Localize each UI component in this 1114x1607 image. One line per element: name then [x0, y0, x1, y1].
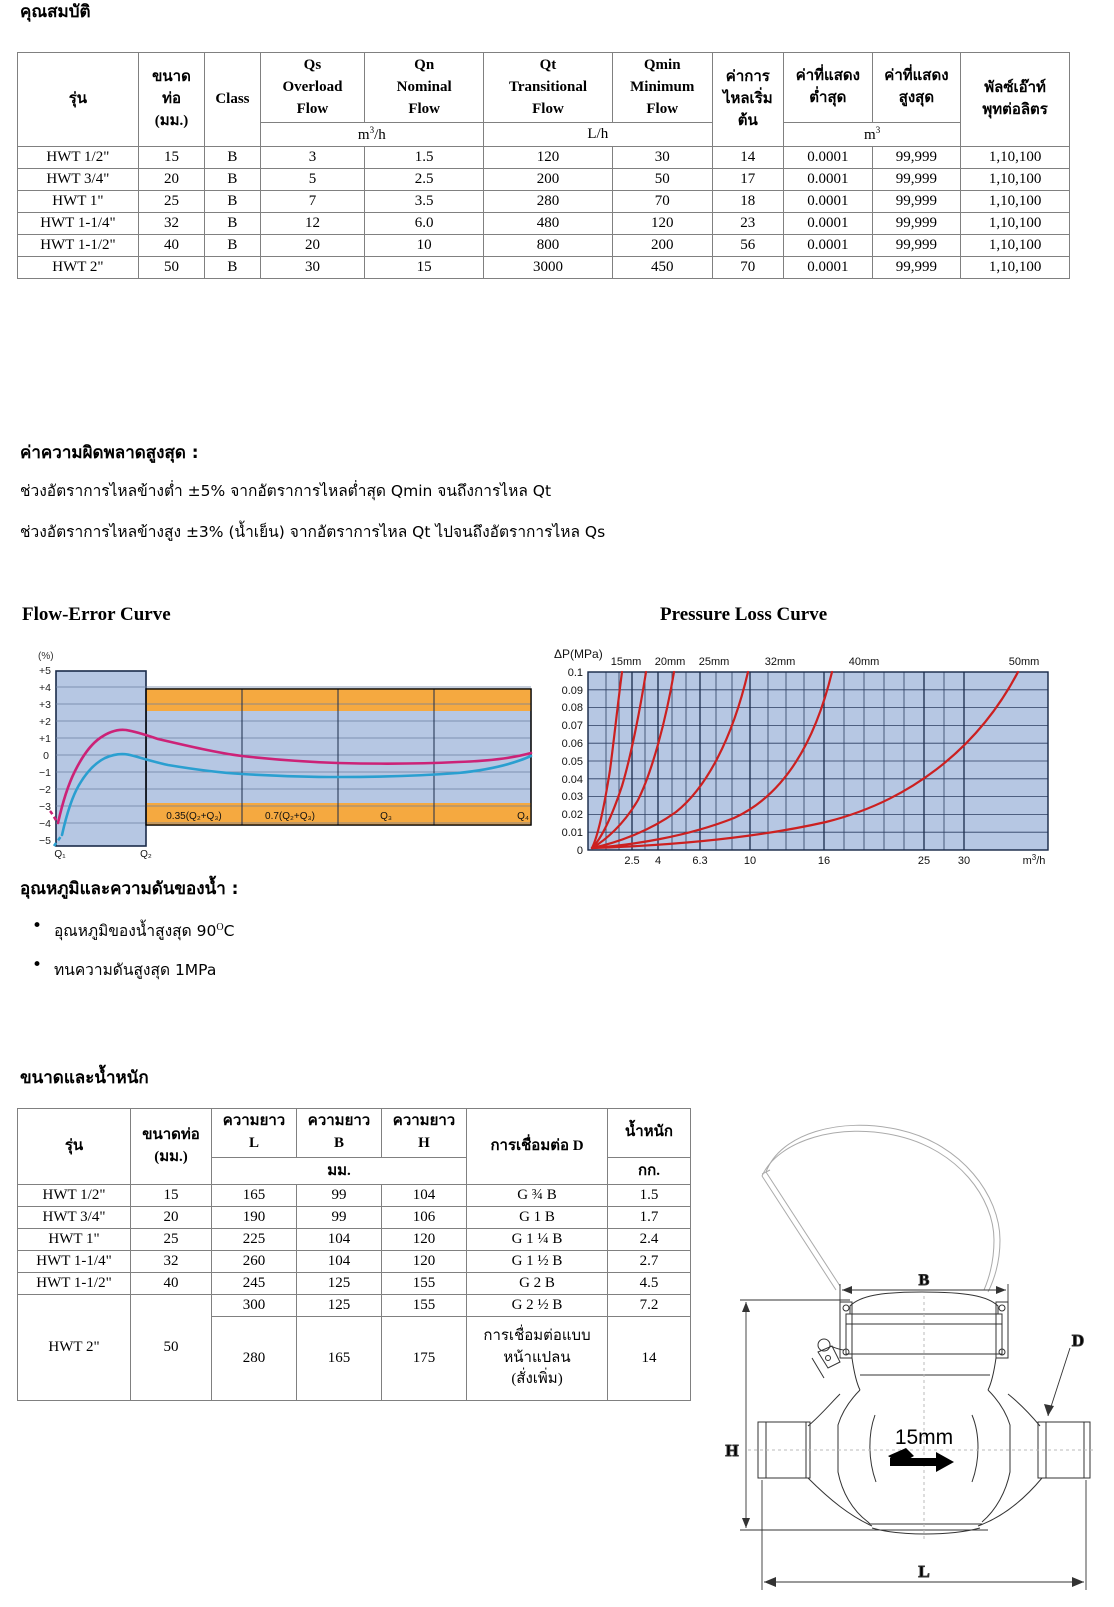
list-item — [20, 918, 440, 943]
cell-class: B — [205, 169, 260, 191]
cell-max-read: 99,999 — [872, 257, 961, 279]
dim-col-length-l: ความยาว L — [212, 1109, 297, 1158]
pressure-loss-xlabel: $m^3/h$ — [1022, 853, 1046, 867]
cell-class: B — [205, 191, 260, 213]
xtick-q3: Q₃ — [380, 811, 392, 822]
cell-pipe: 25 — [138, 191, 204, 213]
cell-start: 17 — [712, 169, 783, 191]
svg-text:0.02: 0.02 — [561, 809, 583, 821]
cell-connection: G 1 B — [467, 1207, 608, 1229]
cell-model: HWT 1/2" — [18, 147, 139, 169]
cell-connection: G 2 B — [467, 1273, 608, 1295]
cell-length-h: 155 — [382, 1295, 467, 1317]
dim-col-length-b: ความยาว B — [297, 1109, 382, 1158]
series-label-40mm: 40mm — [848, 656, 880, 668]
spec-col-pipe-size: ขนาด ท่อ (มม.) — [138, 53, 204, 147]
dim-col-length-h: ความยาว H — [382, 1109, 467, 1158]
cell-qs: 20 — [260, 235, 365, 257]
cell-length-h: 155 — [382, 1273, 467, 1295]
svg-text:0.06: 0.06 — [561, 738, 583, 750]
cell-qn: 3.5 — [365, 191, 484, 213]
cell-qmin: 30 — [612, 147, 712, 169]
cell-min-read: 0.0001 — [784, 169, 873, 191]
cell-weight: 14 — [608, 1317, 691, 1401]
cell-model: HWT 1" — [18, 191, 139, 213]
spec-col-max-reading: ค่าที่แสดง สูงสุด — [872, 53, 961, 123]
cell-qt: 280 — [484, 191, 613, 213]
water-meter-svg — [700, 1100, 1100, 1581]
cell-qmin: 450 — [612, 257, 712, 279]
xtick-07: 0.7(Q₂+Q₃) — [265, 811, 315, 822]
cell-length-b: 99 — [297, 1185, 382, 1207]
dimension-label-l: L — [918, 1562, 930, 1581]
unit-lh: L/h — [484, 123, 713, 147]
table-row — [18, 169, 1070, 191]
svg-text:+2: +2 — [39, 716, 51, 728]
temp-pressure-heading: อุณหภูมิและความดันของน้ำ : — [20, 879, 239, 899]
table-row — [18, 1273, 691, 1295]
cell-pipe: 15 — [131, 1185, 212, 1207]
svg-text:25: 25 — [917, 855, 931, 867]
flow-error-yticks — [39, 665, 51, 847]
cell-pipe: 32 — [138, 213, 204, 235]
cell-class: B — [205, 147, 260, 169]
cell-max-read: 99,999 — [872, 169, 961, 191]
cell-qn: 15 — [365, 257, 484, 279]
cell-min-read: 0.0001 — [784, 235, 873, 257]
spec-col-min-reading: ค่าที่แสดง ต่ำสุด — [784, 53, 873, 123]
table-row — [18, 1295, 691, 1317]
cell-start: 56 — [712, 235, 783, 257]
cell-pipe: 15 — [138, 147, 204, 169]
cell-pulse: 1,10,100 — [961, 169, 1070, 191]
cell-length-l: 260 — [212, 1251, 297, 1273]
cell-start: 14 — [712, 147, 783, 169]
series-label-32mm: 32mm — [764, 656, 796, 668]
svg-text:0: 0 — [43, 750, 49, 762]
cell-pipe: 25 — [131, 1229, 212, 1251]
cell-class: B — [205, 213, 260, 235]
cell-length-l: 190 — [212, 1207, 297, 1229]
spec-table-wrap — [17, 52, 1070, 279]
cell-model: HWT 1-1/4" — [18, 1251, 131, 1273]
cell-pulse: 1,10,100 — [961, 235, 1070, 257]
cell-qt: 3000 — [484, 257, 613, 279]
cell-length-b: 125 — [297, 1295, 382, 1317]
svg-text:+3: +3 — [39, 699, 51, 711]
cell-qs: 5 — [260, 169, 365, 191]
cell-min-read: 0.0001 — [784, 257, 873, 279]
svg-text:0.05: 0.05 — [561, 756, 583, 768]
dim-table-body — [18, 1185, 691, 1401]
cell-length-b: 125 — [297, 1273, 382, 1295]
spec-col-qt: Qt Transitional Flow — [484, 53, 613, 123]
svg-text:6.3: 6.3 — [692, 855, 708, 867]
dim-col-pipe-size: ขนาดท่อ (มม.) — [131, 1109, 212, 1185]
cell-length-b: 104 — [297, 1251, 382, 1273]
svg-text:−3: −3 — [39, 801, 51, 813]
cell-connection: G 1 ½ B — [467, 1251, 608, 1273]
svg-text:0.03: 0.03 — [561, 791, 583, 803]
table-row — [18, 257, 1070, 279]
svg-text:+1: +1 — [39, 733, 51, 745]
meter-register-housing — [840, 1292, 1008, 1358]
flow-error-ylabel: (%) — [38, 651, 54, 662]
table-row — [18, 1229, 691, 1251]
svg-text:−2: −2 — [39, 784, 51, 796]
cell-length-b: 99 — [297, 1207, 382, 1229]
spec-table — [17, 52, 1070, 279]
spec-section-heading: คุณสมบัติ — [20, 2, 91, 22]
cell-length-l: 245 — [212, 1273, 297, 1295]
pressure-loss-ylabel: ΔP(MPa) — [554, 647, 603, 661]
spec-col-start-flow: ค่าการ ไหลเริ่ม ต้น — [712, 53, 783, 147]
dim-header-row — [18, 1109, 691, 1158]
dimension-label-h: H — [725, 1441, 739, 1460]
series-label-20mm: 20mm — [654, 656, 686, 668]
meter-seal-wire — [812, 1339, 844, 1378]
cell-length-l: 300 — [212, 1295, 297, 1317]
cell-connection: G 1 ¼ B — [467, 1229, 608, 1251]
meter-centerlines — [748, 1296, 1096, 1542]
cell-qn: 1.5 — [365, 147, 484, 169]
cell-max-read: 99,999 — [872, 147, 961, 169]
accuracy-line-low: ช่วงอัตราการไหลข้างต่ำ ±5% จากอัตราการไหลต่ำสุด Qmin จนถึงการไหล Qt — [20, 482, 552, 500]
cell-length-l: 280 — [212, 1317, 297, 1401]
table-row — [18, 235, 1070, 257]
svg-text:−4: −4 — [39, 818, 51, 830]
svg-text:0.04: 0.04 — [561, 774, 583, 786]
xtick-q2: Q₂ — [140, 849, 152, 860]
pressure-loss-xticks — [624, 855, 970, 867]
cell-connection: G 2 ½ B — [467, 1295, 608, 1317]
meter-lid-open-outline — [762, 1125, 1000, 1292]
cell-qs: 3 — [260, 147, 365, 169]
cell-model: HWT 1-1/4" — [18, 213, 139, 235]
table-row — [18, 147, 1070, 169]
list-item — [20, 957, 440, 982]
cell-model: HWT 3/4" — [18, 169, 139, 191]
cell-model: HWT 1" — [18, 1229, 131, 1251]
cell-start: 18 — [712, 191, 783, 213]
cell-qmin: 70 — [612, 191, 712, 213]
cell-pipe: 20 — [138, 169, 204, 191]
cell-qmin: 200 — [612, 235, 712, 257]
table-row — [18, 213, 1070, 235]
cell-qt: 120 — [484, 147, 613, 169]
cell-qn: 10 — [365, 235, 484, 257]
cell-pipe: 20 — [131, 1207, 212, 1229]
cell-connection: G ¾ B — [467, 1185, 608, 1207]
cell-length-h: 106 — [382, 1207, 467, 1229]
flow-error-svg — [18, 645, 538, 860]
cell-length-b: 104 — [297, 1229, 382, 1251]
degree-symbol: O — [216, 921, 224, 933]
dimensions-table — [17, 1108, 691, 1401]
dimensions-section-heading: ขนาดและน้ำหนัก — [20, 1068, 149, 1088]
accuracy-heading: ค่าความผิดพลาดสูงสุด : — [20, 443, 199, 463]
cell-qt: 200 — [484, 169, 613, 191]
temp-pressure-bullets — [20, 918, 440, 996]
cell-length-h: 175 — [382, 1317, 467, 1401]
cell-model: HWT 1/2" — [18, 1185, 131, 1207]
cell-class: B — [205, 235, 260, 257]
cell-length-h: 120 — [382, 1251, 467, 1273]
accuracy-line-high: ช่วงอัตราการไหลข้างสูง ±3% (น้ำเย็น) จากอัตราการไหล Qt ไปจนถึงอัตราการไหล Qs — [20, 523, 606, 541]
svg-text:0.09: 0.09 — [561, 685, 583, 697]
table-row — [18, 1185, 691, 1207]
table-row — [18, 1207, 691, 1229]
series-label-25mm: 25mm — [698, 656, 730, 668]
dim-col-weight: น้ำหนัก — [608, 1109, 691, 1158]
cell-weight: 2.7 — [608, 1251, 691, 1273]
cell-max-read: 99,999 — [872, 235, 961, 257]
cell-qmin: 120 — [612, 213, 712, 235]
cell-class: B — [205, 257, 260, 279]
unit-mm: มม. — [212, 1157, 467, 1185]
flow-size-label: 15mm — [894, 1426, 954, 1449]
svg-text:0.07: 0.07 — [561, 720, 583, 732]
spec-col-qmin: Qmin Minimum Flow — [612, 53, 712, 123]
unit-m3h: $m^3/h$ — [260, 123, 483, 147]
cell-model: HWT 1-1/2" — [18, 1273, 131, 1295]
cell-model: HWT 3/4" — [18, 1207, 131, 1229]
svg-text:−5: −5 — [39, 835, 51, 847]
spec-table-body — [18, 147, 1070, 279]
cell-qs: 30 — [260, 257, 365, 279]
spec-col-qn: Qn Nominal Flow — [365, 53, 484, 123]
svg-text:0: 0 — [576, 845, 583, 857]
cell-pulse: 1,10,100 — [961, 257, 1070, 279]
pressure-loss-chart — [536, 640, 1096, 870]
cell-pipe: 40 — [131, 1273, 212, 1295]
svg-text:0.1: 0.1 — [567, 667, 583, 679]
cell-model: HWT 2" — [18, 257, 139, 279]
spec-header-row — [18, 53, 1070, 123]
dimension-label-b: B — [918, 1272, 930, 1289]
cell-pipe: 50 — [138, 257, 204, 279]
svg-text:30: 30 — [957, 855, 971, 867]
cell-qn: 6.0 — [365, 213, 484, 235]
series-label-15mm: 15mm — [610, 656, 642, 668]
cell-max-read: 99,999 — [872, 191, 961, 213]
unit-kg: กก. — [608, 1157, 691, 1185]
cell-qt: 480 — [484, 213, 613, 235]
cell-pulse: 1,10,100 — [961, 213, 1070, 235]
flow-error-low-region — [56, 671, 146, 846]
cell-pipe: 32 — [131, 1251, 212, 1273]
xtick-q4: Q₄ — [517, 811, 529, 822]
flow-error-chart — [18, 645, 538, 860]
pressure-loss-yticks — [562, 667, 583, 857]
xtick-035: 0.35(Q₂+Q₃) — [166, 811, 222, 822]
spec-col-class: Class — [205, 53, 260, 147]
dimension-d-leader — [1044, 1348, 1070, 1416]
bullet-text: อุณหภูมิของน้ำสูงสุด 90 — [54, 922, 217, 940]
dim-col-connection: การเชื่อมต่อ D — [467, 1109, 608, 1185]
pressure-loss-series-labels — [611, 656, 1040, 668]
cell-start: 70 — [712, 257, 783, 279]
cell-weight: 2.4 — [608, 1229, 691, 1251]
svg-text:−1: −1 — [39, 767, 51, 779]
svg-text:2.5: 2.5 — [624, 855, 640, 867]
cell-pulse: 1,10,100 — [961, 147, 1070, 169]
cell-length-h: 120 — [382, 1229, 467, 1251]
cell-pipe-merged: 50 — [131, 1295, 212, 1401]
svg-text:4: 4 — [654, 855, 662, 867]
table-row — [18, 1251, 691, 1273]
cell-min-read: 0.0001 — [784, 213, 873, 235]
spec-col-model: รุ่น — [18, 53, 139, 147]
flow-direction-arrow — [888, 1448, 954, 1472]
pressure-loss-curve-title: Pressure Loss Curve — [660, 604, 828, 625]
cell-weight: 1.7 — [608, 1207, 691, 1229]
cell-length-b: 165 — [297, 1317, 382, 1401]
cell-model-merged: HWT 2" — [18, 1295, 131, 1401]
xtick-q1: Q₁ — [54, 849, 66, 860]
dim-col-model: รุ่น — [18, 1109, 131, 1185]
cell-qmin: 50 — [612, 169, 712, 191]
flow-error-curve-title: Flow-Error Curve — [22, 604, 171, 625]
table-row — [18, 191, 1070, 213]
cell-qn: 2.5 — [365, 169, 484, 191]
series-label-50mm: 50mm — [1008, 656, 1040, 668]
dim-table-wrap — [17, 1108, 691, 1401]
cell-length-h: 104 — [382, 1185, 467, 1207]
cell-qs: 12 — [260, 213, 365, 235]
flow-error-qlabels — [54, 849, 152, 860]
spec-col-qs: Qs Overload Flow — [260, 53, 365, 123]
svg-text:+4: +4 — [39, 682, 51, 694]
cell-length-l: 225 — [212, 1229, 297, 1251]
dimension-label-d: D — [1071, 1331, 1085, 1350]
cell-pulse: 1,10,100 — [961, 191, 1070, 213]
cell-min-read: 0.0001 — [784, 147, 873, 169]
cell-qs: 7 — [260, 191, 365, 213]
cell-max-read: 99,999 — [872, 213, 961, 235]
svg-text:+5: +5 — [39, 665, 51, 677]
cell-start: 23 — [712, 213, 783, 235]
svg-text:16: 16 — [817, 855, 831, 867]
spec-col-pulse-output: พัลซ์เอ๊าท์ พุทต่อลิตร — [961, 53, 1070, 147]
cell-model: HWT 1-1/2" — [18, 235, 139, 257]
cell-min-read: 0.0001 — [784, 191, 873, 213]
meter-outlet-pipe — [1038, 1422, 1090, 1478]
bullet-text: ทนความดันสูงสุด 1MPa — [54, 961, 217, 979]
water-meter-drawing — [700, 1100, 1100, 1581]
cell-pipe: 40 — [138, 235, 204, 257]
bullet-unit: C — [223, 922, 235, 940]
cell-weight: 1.5 — [608, 1185, 691, 1207]
svg-text:0.01: 0.01 — [561, 827, 583, 839]
cell-qt: 800 — [484, 235, 613, 257]
cell-weight: 4.5 — [608, 1273, 691, 1295]
cell-weight: 7.2 — [608, 1295, 691, 1317]
pressure-loss-svg — [536, 640, 1096, 870]
svg-text:10: 10 — [743, 855, 757, 867]
cell-length-l: 165 — [212, 1185, 297, 1207]
svg-text:0.08: 0.08 — [561, 702, 583, 714]
cell-connection-flange: การเชื่อมต่อแบบ หน้าแปลน (สั่งเพิ่ม) — [467, 1317, 608, 1401]
unit-m3: $m^3$ — [784, 123, 961, 147]
